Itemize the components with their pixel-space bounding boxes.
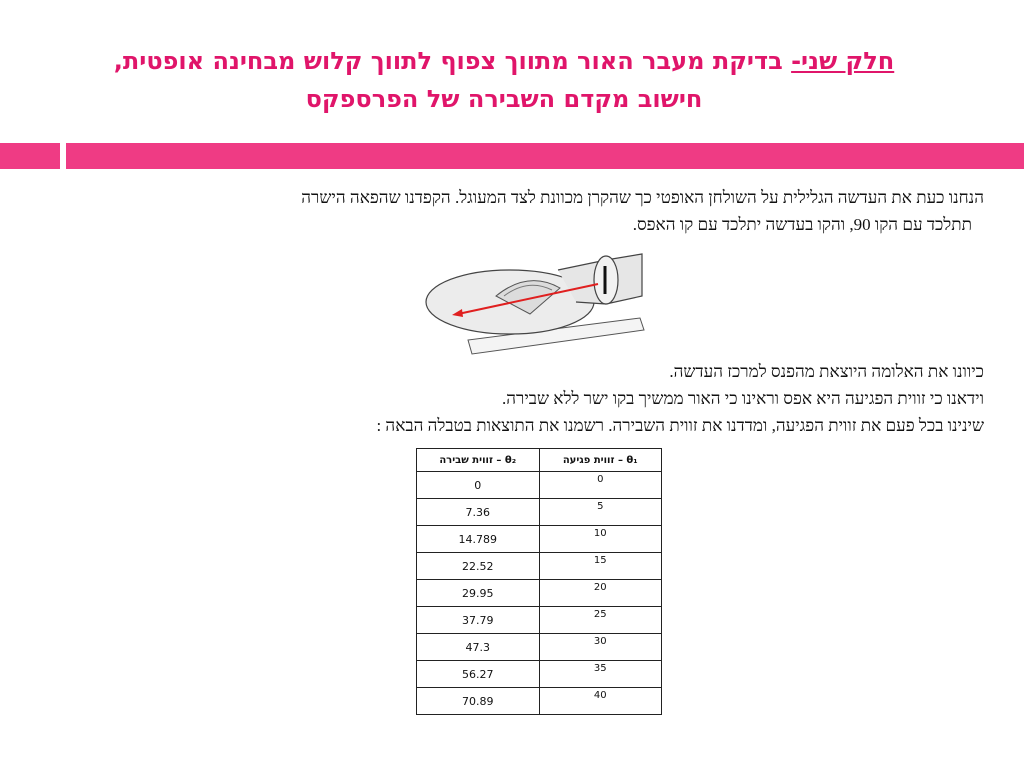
table-header-row [417, 449, 662, 472]
table-row [417, 526, 662, 553]
paragraph-line: כיוונו את האלומה היוצאת מהפנס למרכז העדשה. [669, 362, 984, 381]
incidence-cell: 20 [539, 580, 662, 607]
incidence-cell: 35 [539, 661, 662, 688]
refraction-cell: 22.52 [417, 553, 540, 580]
paragraph-line: שינינו בכל פעם את זווית הפגיעה, ומדדנו את זווית השבירה. רשמנו את התוצאות בטבלה הבאה : [376, 416, 984, 435]
slide-title [40, 42, 968, 118]
table-row [417, 499, 662, 526]
refraction-cell: 29.95 [417, 580, 540, 607]
refraction-cell: 0 [417, 472, 540, 499]
paragraph-setup [84, 184, 984, 238]
accent-bar-left [0, 143, 60, 169]
refraction-cell: 47.3 [417, 634, 540, 661]
table-row [417, 634, 662, 661]
paragraph-line: תתלכד עם הקו 90, והקו בעדשה יתלכד עם קו האפס. [632, 215, 972, 234]
title-line-1 [40, 42, 968, 80]
title-line-2: חישוב מקדם השבירה של הפרספקס [305, 85, 703, 113]
incidence-cell: 30 [539, 634, 662, 661]
table-row [417, 472, 662, 499]
paragraph-procedure [84, 358, 984, 439]
header-refraction-angle: θ₂ – זווית שבירה [417, 449, 540, 472]
refraction-cell: 7.36 [417, 499, 540, 526]
title-part-text: בדיקת מעבר האור מתווך צפוף לתווך קלוש מבחינה אופטית, [113, 47, 792, 75]
table-row [417, 553, 662, 580]
accent-bar-right [66, 143, 1024, 169]
refraction-cell: 70.89 [417, 688, 540, 715]
incidence-cell: 10 [539, 526, 662, 553]
optical-table-illustration [418, 244, 658, 360]
refraction-cell: 14.789 [417, 526, 540, 553]
refraction-cell: 56.27 [417, 661, 540, 688]
title-part-label: חלק שני- [791, 47, 895, 75]
paragraph-line: וידאנו כי זווית הפגיעה היא אפס וראינו כי האור ממשיך בקו ישר ללא שבירה. [501, 389, 984, 408]
incidence-cell: 25 [539, 607, 662, 634]
incidence-cell: 0 [539, 472, 662, 499]
table-row [417, 607, 662, 634]
table-row [417, 661, 662, 688]
incidence-cell: 40 [539, 688, 662, 715]
paragraph-line: הנחנו כעת את העדשה הגלילית על השולחן האופטי כך שהקרן מכוונת לצד המעוגל. הקפדנו שהפאה הישרה [301, 188, 984, 207]
results-table [416, 448, 662, 715]
header-incidence-angle: θ₁ – זווית פגיעה [539, 449, 662, 472]
table-row [417, 580, 662, 607]
table-row [417, 688, 662, 715]
incidence-cell: 5 [539, 499, 662, 526]
incidence-cell: 15 [539, 553, 662, 580]
refraction-cell: 37.79 [417, 607, 540, 634]
